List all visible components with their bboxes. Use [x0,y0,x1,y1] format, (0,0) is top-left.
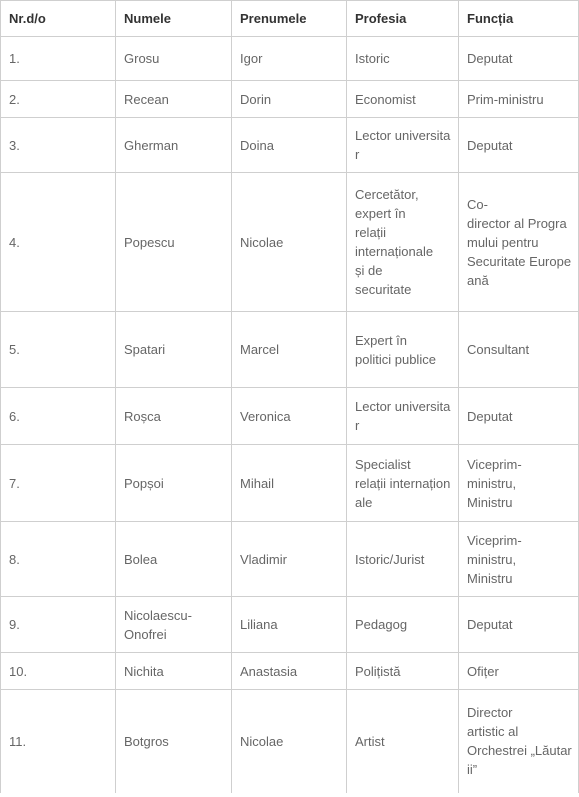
cell-nr: 5. [1,312,116,388]
cell-profesia: Expert în politici publice [347,312,459,388]
cell-numele: Nichita [116,653,232,690]
cell-functia: Prim-ministru [459,81,579,118]
cell-functia: Deputat [459,388,579,445]
cell-numele: Popșoi [116,445,232,522]
table-row [1,37,579,81]
cell-prenumele: Marcel [232,312,347,388]
cell-functia: Co- director al Programului pentru Securitate Europeană [459,173,579,312]
cell-functia: Viceprim- ministru, Ministru [459,445,579,522]
cell-nr: 4. [1,173,116,312]
cell-nr: 7. [1,445,116,522]
header-nr: Nr.d/o [1,1,116,37]
cell-numele: Bolea [116,522,232,597]
cell-nr: 1. [1,37,116,81]
cell-prenumele: Doina [232,118,347,173]
cell-functia: Deputat [459,118,579,173]
cell-prenumele: Igor [232,37,347,81]
cell-profesia: Polițistă [347,653,459,690]
cell-functia: Consultant [459,312,579,388]
cell-nr: 8. [1,522,116,597]
cell-profesia: Lector universitar [347,118,459,173]
cell-numele: Gherman [116,118,232,173]
cell-profesia: Artist [347,690,459,793]
cell-functia: Ofițer [459,653,579,690]
header-numele: Numele [116,1,232,37]
cell-nr: 2. [1,81,116,118]
table-row [1,173,579,312]
cell-nr: 10. [1,653,116,690]
cell-profesia: Cercetător, expert în relații internaționale și de securitate [347,173,459,312]
header-functia: Funcția [459,1,579,37]
table-row [1,312,579,388]
cell-profesia: Pedagog [347,597,459,653]
cell-numele: Roșca [116,388,232,445]
cell-numele: Recean [116,81,232,118]
cell-profesia: Specialist relații internaționale [347,445,459,522]
cell-profesia: Lector universitar [347,388,459,445]
table-row [1,388,579,445]
cell-prenumele: Vladimir [232,522,347,597]
table-row [1,118,579,173]
cell-functia: Viceprim- ministru, Ministru [459,522,579,597]
cell-nr: 3. [1,118,116,173]
cell-nr: 6. [1,388,116,445]
cell-prenumele: Dorin [232,81,347,118]
header-profesia: Profesia [347,1,459,37]
table-row [1,522,579,597]
cell-profesia: Istoric [347,37,459,81]
cell-prenumele: Liliana [232,597,347,653]
cell-prenumele: Veronica [232,388,347,445]
cell-prenumele: Nicolae [232,690,347,793]
cell-prenumele: Mihail [232,445,347,522]
cell-numele: Spatari [116,312,232,388]
cell-numele: Botgros [116,690,232,793]
cell-functia: Deputat [459,597,579,653]
cell-numele: Grosu [116,37,232,81]
header-prenumele: Prenumele [232,1,347,37]
cell-nr: 11. [1,690,116,793]
cell-numele: Popescu [116,173,232,312]
cell-nr: 9. [1,597,116,653]
cell-prenumele: Anastasia [232,653,347,690]
table-row [1,445,579,522]
cell-profesia: Istoric/Jurist [347,522,459,597]
header-row [1,1,579,37]
cell-profesia: Economist [347,81,459,118]
cell-prenumele: Nicolae [232,173,347,312]
table-row [1,81,579,118]
cell-functia: Deputat [459,37,579,81]
cell-numele: Nicolaescu- Onofrei [116,597,232,653]
table-row [1,653,579,690]
table-row [1,690,579,793]
cell-functia: Director artistic al Orchestrei „Lăutarii” [459,690,579,793]
table-row [1,597,579,653]
